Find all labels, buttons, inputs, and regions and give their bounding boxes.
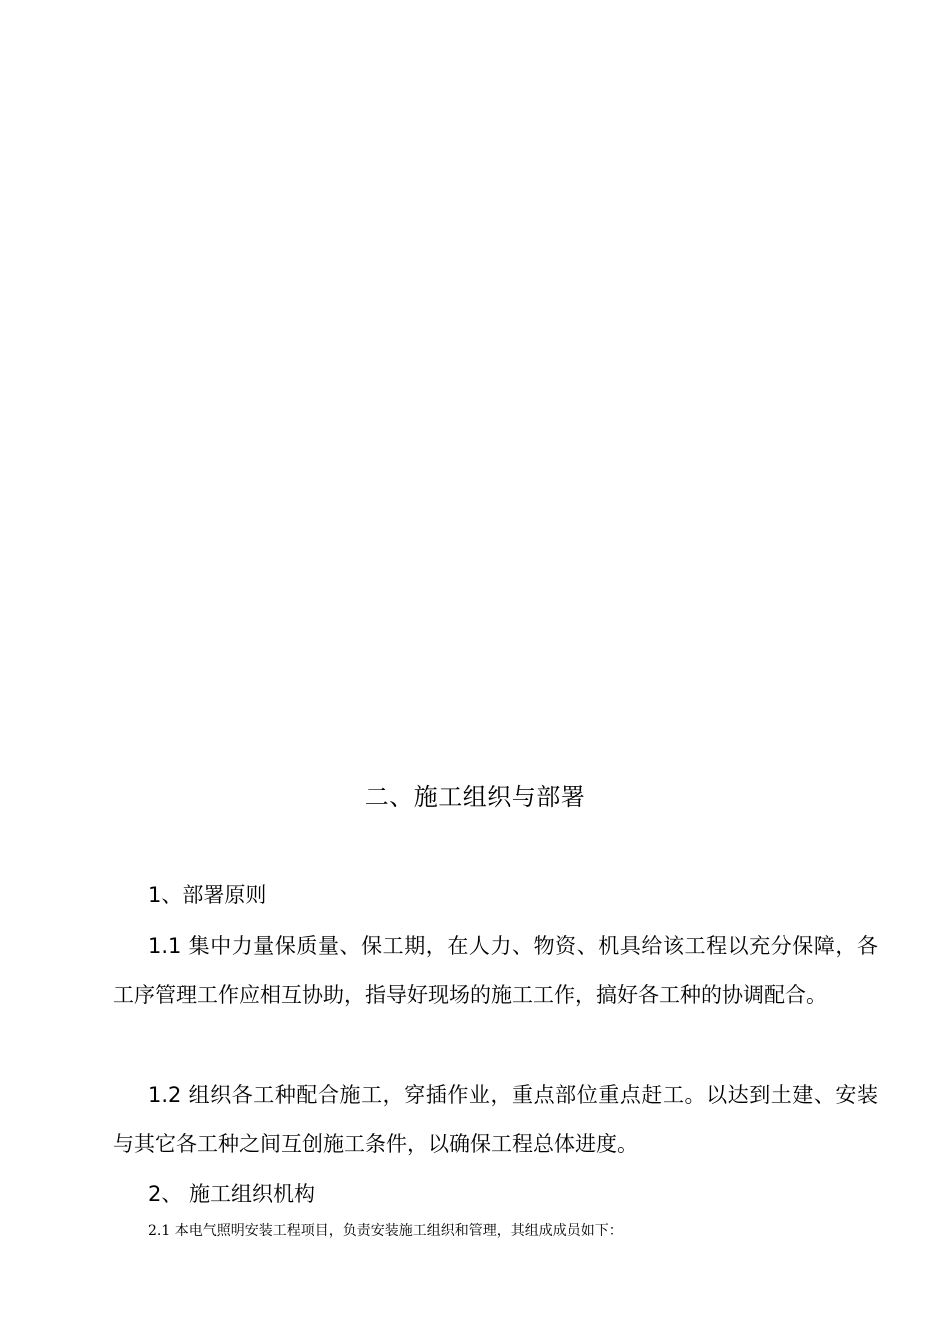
heading-construction-organization: 2、 施工组织机构 [148, 1182, 316, 1206]
heading-deployment-principles: 1、部署原则 [148, 883, 267, 907]
paragraph-1-2: 1.2 组织各工种配合施工，穿插作业，重点部位重点赶工。以达到土建、安装与其它各工种之间互创施工条件，以确保工程总体进度。 [113, 1083, 878, 1156]
paragraph-1-1: 1.1 集中力量保质量、保工期，在人力、物资、机具给该工程以充分保障，各工序管理工作应相互协助，指导好现场的施工工作，搞好各工种的协调配合。 [113, 934, 878, 1007]
paragraph-2-1: 2.1 本电气照明安装工程项目，负责安装施工组织和管理，其组成成员如下： [148, 1223, 623, 1239]
section-title: 二、施工组织与部署 [364, 783, 586, 811]
